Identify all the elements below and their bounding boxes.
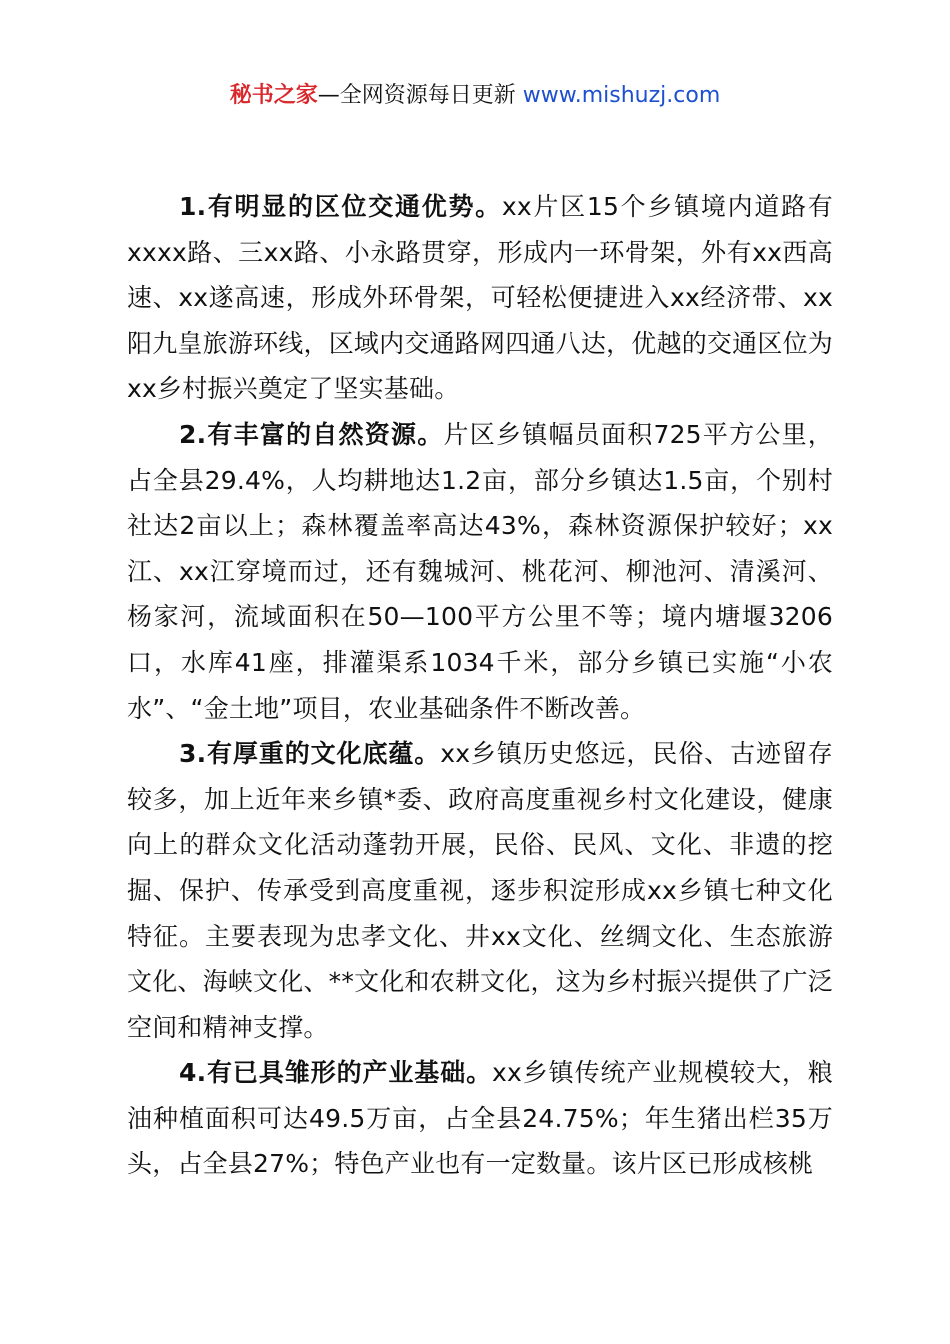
paragraph-culture <box>127 731 833 1050</box>
paragraph-heading: 1.有明显的区位交通优势。 <box>179 192 502 221</box>
header-slogan: —全网资源每日更新 <box>317 83 516 108</box>
paragraph-industry <box>127 1050 833 1187</box>
brand-name: 秘书之家 <box>229 83 318 108</box>
paragraph-natural-resources <box>127 412 833 731</box>
paragraph-transport <box>127 184 833 412</box>
paragraph-heading: 2.有丰富的自然资源。 <box>179 419 444 449</box>
paragraph-text: xx乡镇历史悠远，民俗、古迹留存较多，加上近年来乡镇*委、政府高度重视乡村文化建设，健康向上的群众文化活动蓬勃开展，民俗、民风、文化、非遗的挖掘、保护、传承受到高度重视，逐步积淀形成xx乡镇七种文化特征。主要表现为忠孝文化、井xx文化、丝绸文化、生态旅游文化、海峡文化、**文化和农耕文化，这为乡村振兴提供了广泛空间和精神支撑。 <box>127 739 834 1042</box>
paragraph-text: xx片区15个乡镇境内道路有xxxx路、三xx路、小永路贯穿，形成内一环骨架，外有xx西高速、xx遂高速，形成外环骨架，可轻松便捷进入xx经济带、xx阳九皇旅游环线，区域内交通路网四通八达，优越的交通区位为xx乡村振兴奠定了坚实基础。 <box>127 192 834 404</box>
paragraph-text: 片区乡镇幅员面积725平方公里，占全县29.4%，人均耕地达1.2亩，部分乡镇达1.5亩，个别村社达2亩以上；森林覆盖率高达43%，森林资源保护较好；xx江、xx江穿境而过，还有魏城河、桃花河、柳池河、清溪河、杨家河，流域面积在50—100平方公里不等；境内塘堰3206口，水库41座，排灌渠系1034千米，部分乡镇已实施“小农水”、“金土地”项目，农业基础条件不断改善。 <box>127 419 834 723</box>
document-body <box>127 184 833 1187</box>
paragraph-heading: 4.有已具雏形的产业基础。 <box>179 1058 493 1088</box>
paragraph-text: xx乡镇传统产业规模较大，粮油种植面积可达49.5万亩，占全县24.75%；年生猪出栏35万头，占全县27%；特色产业也有一定数量。该片区已形成核桃 <box>127 1058 833 1179</box>
site-header <box>0 80 950 112</box>
paragraph-heading: 3.有厚重的文化底蕴。 <box>179 739 441 769</box>
site-url-link[interactable]: www.mishuzj.com <box>522 83 721 108</box>
